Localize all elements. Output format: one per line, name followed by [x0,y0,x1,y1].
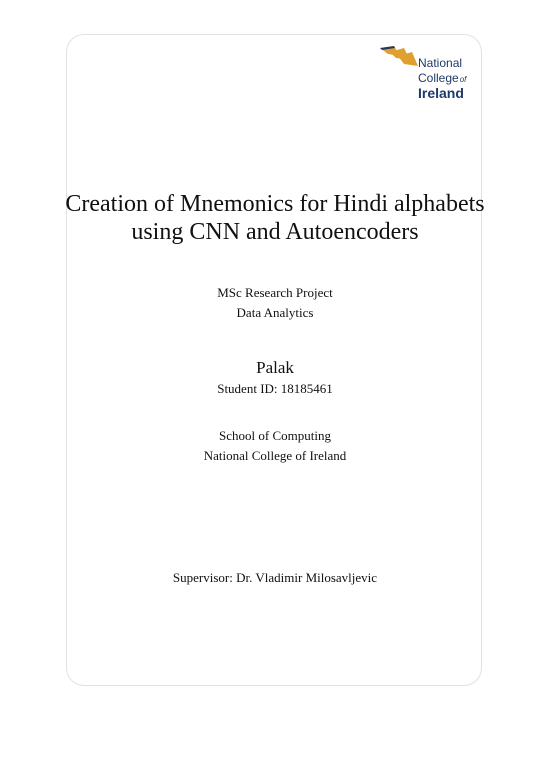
student-name: Palak [256,358,294,377]
programme-name: Data Analytics [236,305,314,320]
logo-text-college [418,71,466,85]
thesis-title-line2: using CNN and Autoencoders [131,219,419,245]
thesis-title [0,190,550,246]
logo-text-of: of [459,75,467,84]
school-name: School of Computing [219,428,331,443]
college-name: National College of Ireland [203,448,347,463]
supervisor-line: Supervisor: Dr. Vladimir Milosavljevic [172,570,378,585]
logo-text-ireland: Ireland [418,85,464,101]
student-id: Student ID: 18185461 [217,381,333,396]
logo-text-college-word: College [418,71,459,85]
logo-text-national: National [418,56,463,70]
project-type: MSc Research Project [217,285,333,300]
logo-mark-icon [378,44,422,74]
college-logo [378,44,478,106]
thesis-title-line1: Creation of Mnemonics for Hindi alphabets [65,191,485,217]
